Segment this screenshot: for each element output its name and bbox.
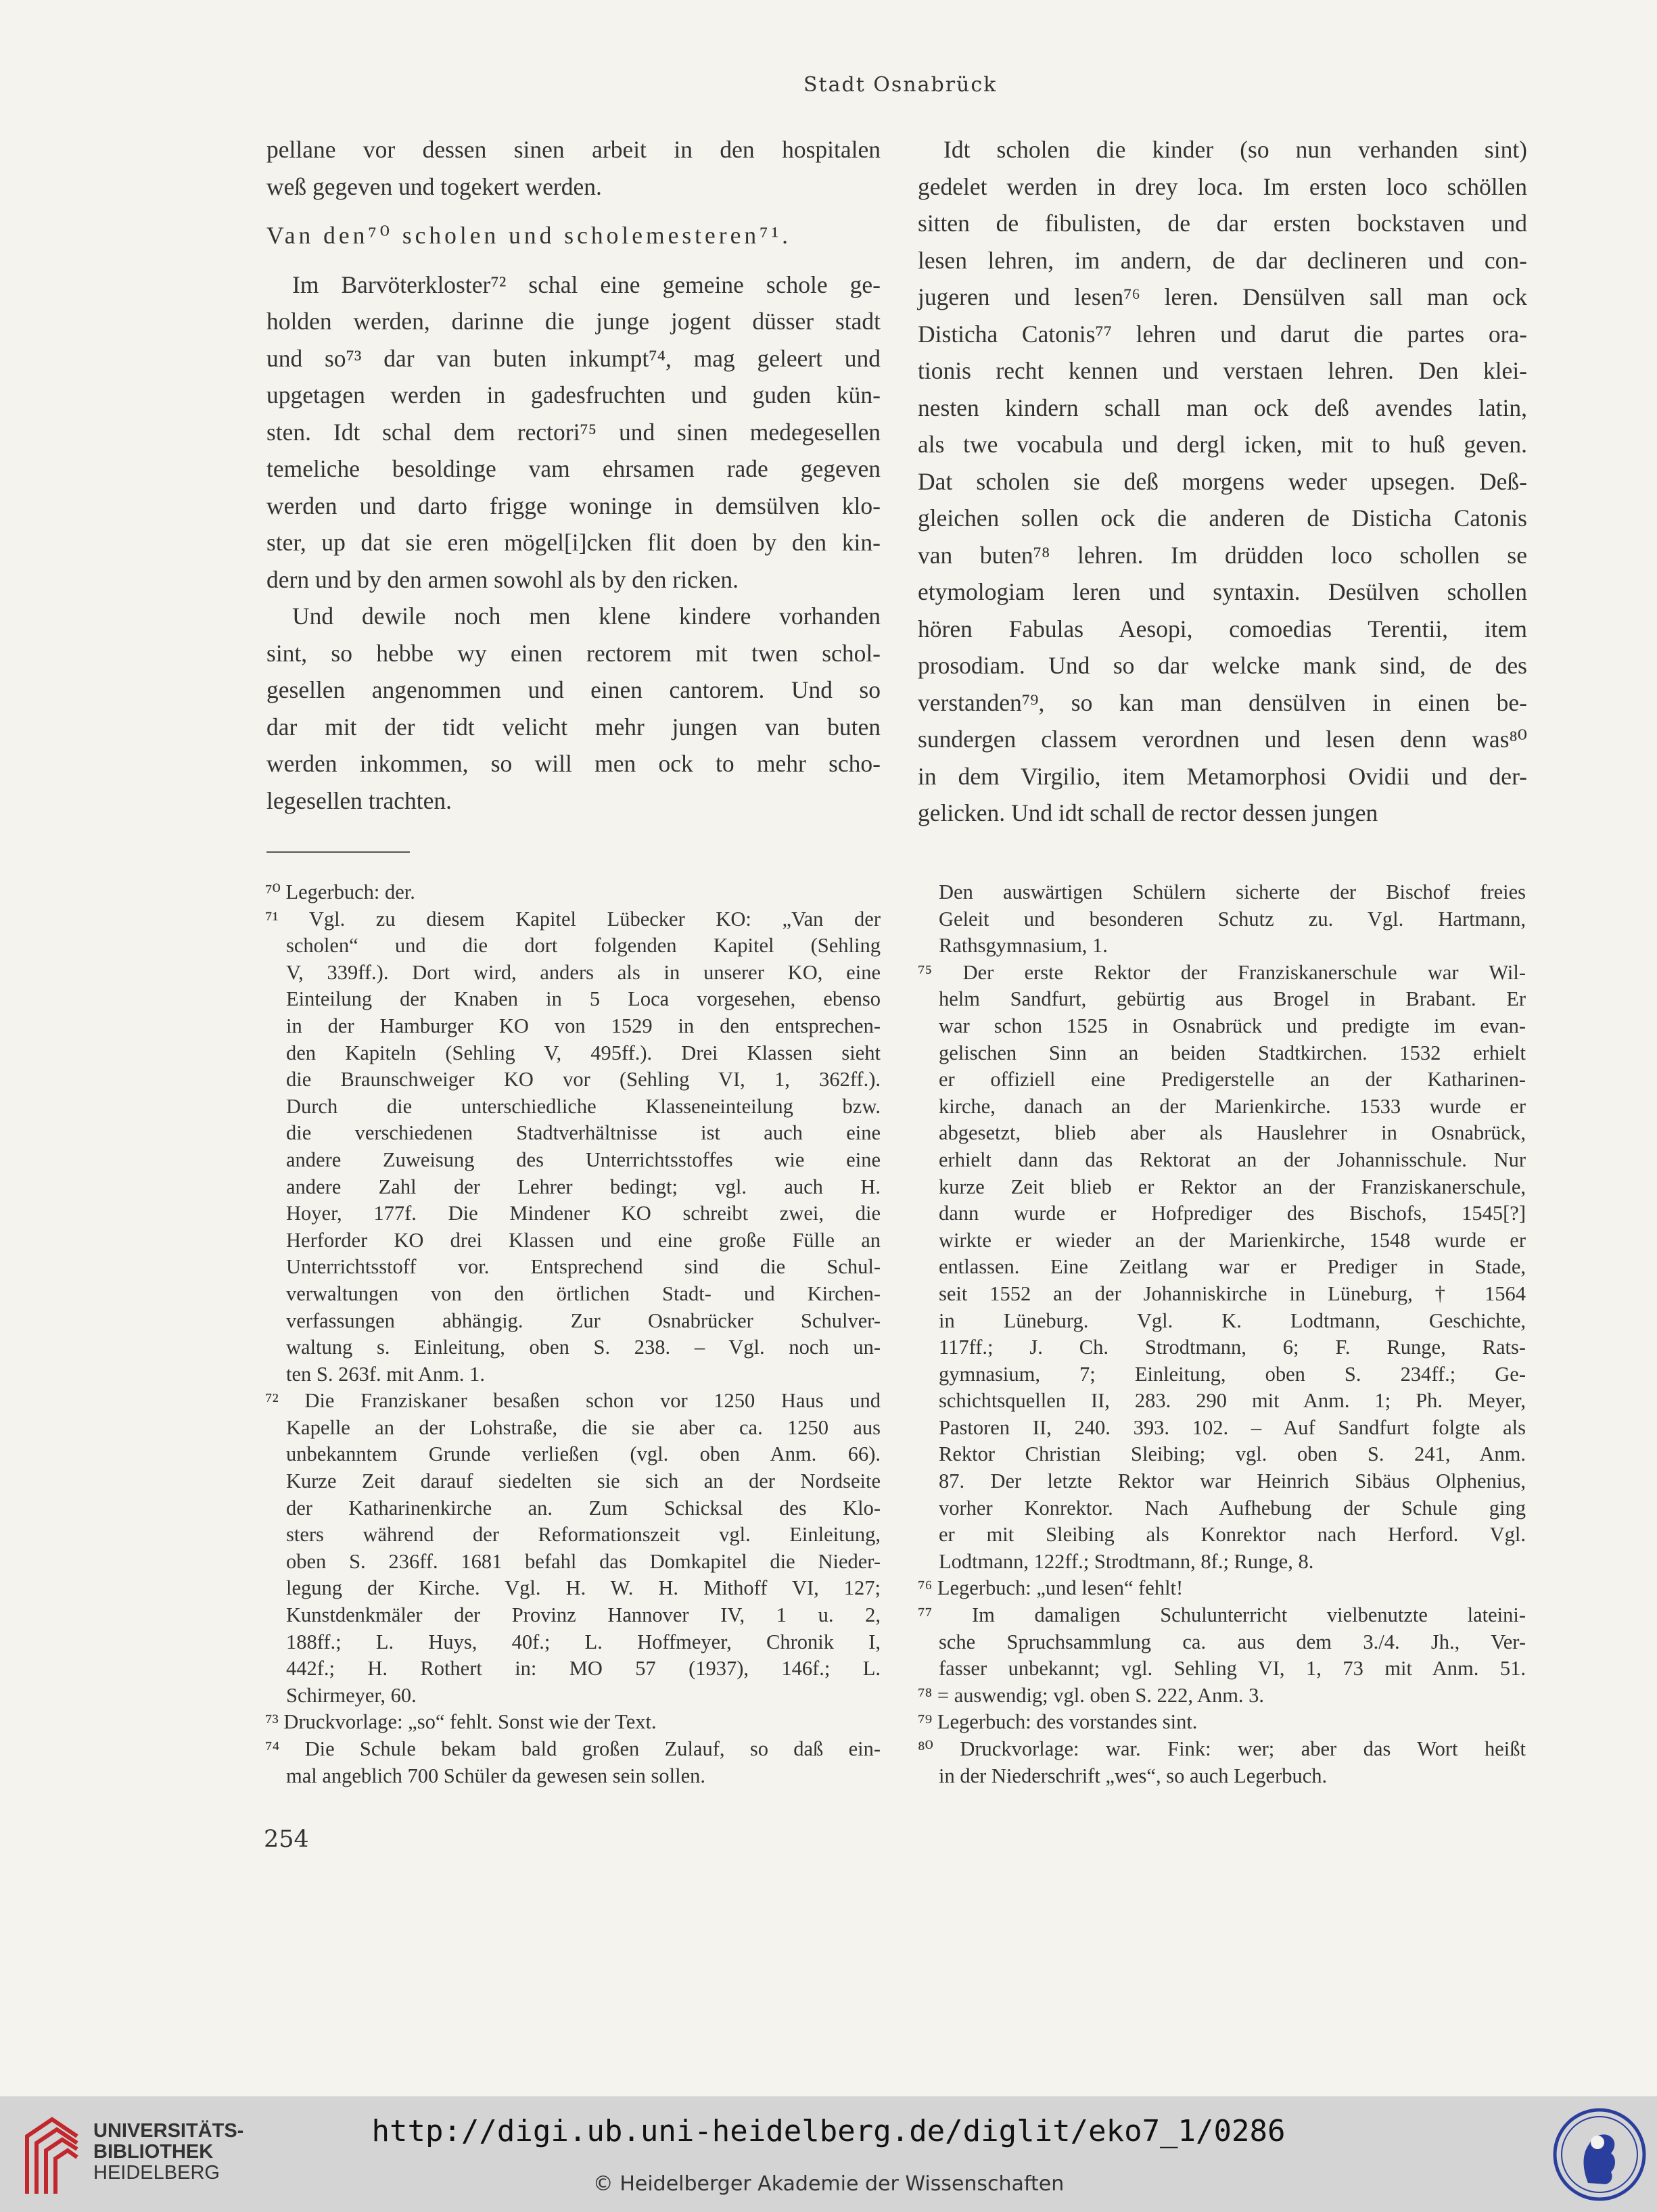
footnote-line: er mit Sleibing als Konrektor nach Herford. Vgl. [939,1523,1526,1547]
footnote-line: 87. Der letzte Rektor war Heinrich Sibäus Olphenius, [939,1469,1526,1493]
footnote-line: Unterrichtsstoff vor. Entsprechend sind die Schul- [286,1255,881,1279]
text-line: als twe vocabula und dergl icken, mit to huß geven. [918,431,1527,458]
text-line: und so⁷³ dar van buten inkumpt⁷⁴, mag geleert und [266,344,881,372]
footnote-line: ⁷⁴ Die Schule bekam bald großen Zulauf, so daß ein- [265,1737,881,1760]
footnotes-right-column [918,879,1526,1789]
text-line: weß gegeven und togekert werden. [266,172,602,200]
text-line: dern und by den armen sowohl als by den ricken. [266,565,739,593]
text-line: Dat scholen sie deß morgens weder upsegen. Deß- [918,467,1527,495]
footnote-line: wirkte er wieder an der Marienkirche, 1548 wurde er [939,1228,1526,1252]
footnote-line: oben S. 236ff. 1681 befahl das Domkapitel die Nieder- [286,1549,881,1573]
text-line: holden werden, darinne die junge jogent düsser stadt [266,308,881,335]
text-line: Disticha Catonis⁷⁷ lehren und darut die partes ora- [918,320,1527,348]
footnote-line: Kapelle an der Lohstraße, die sie aber ca. 1250 aus [286,1415,881,1439]
text-line: etymologiam leren und syntaxin. Desülven schollen [918,578,1527,605]
footnote-line: in der Hamburger KO von 1529 in den entsprechen- [286,1014,881,1037]
text-line: van buten⁷⁸ lehren. Im drüdden loco schollen se [918,541,1527,569]
footnote-line: verwaltungen von den örtlichen Stadt- und Kirchen- [286,1281,881,1305]
footnote-line: andere Zahl der Lehrer bedingt; vgl. auch H. [286,1175,881,1198]
footnote-line: Pastoren II, 240. 393. 102. – Auf Sandfurt folgte als [939,1415,1526,1439]
text-line: jugeren und lesen⁷⁶ leren. Densülven sall man ock [918,283,1527,310]
footnote-line: ⁸⁰ Druckvorlage: war. Fink: wer; aber das Wort heißt [918,1737,1526,1760]
text-line: gesellen angenommen und einen cantorem. Und so [266,676,881,703]
text-line: Und dewile noch men klene kindere vorhanden [292,603,881,630]
footnote-line: kirche, danach an der Marienkirche. 1533 wurde er [939,1094,1526,1118]
footnote-line: ⁷⁶ Legerbuch: „und lesen“ fehlt! [918,1576,1184,1600]
footnote-line: er offiziell eine Predigerstelle an der Katharinen- [939,1068,1526,1091]
text-line: sitten de fibulisten, de dar ersten bockstaven und [918,210,1527,237]
text-line: gleichen sollen ock die anderen de Disticha Catonis [918,504,1527,532]
footnote-line: Durch die unterschiedliche Klasseneinteilung bzw. [286,1094,881,1118]
footnote-line: ⁷⁵ Der erste Rektor der Franziskanerschule war Wil- [918,960,1526,984]
text-line: sundergen classem verordnen und lesen denn was⁸⁰ [918,726,1527,753]
right-text-column [918,131,1527,832]
footnote-line: unbekanntem Grunde verließen (vgl. oben Anm. 66). [286,1442,881,1466]
footnote-line: war schon 1525 in Osnabrück und predigte im evan- [939,1014,1526,1037]
footnote-line: ⁷⁸ = auswendig; vgl. oben S. 222, Anm. 3. [918,1683,1265,1707]
paragraph-gap [266,254,881,266]
text-line: ster, up dat sie eren mögel[i]cken flit doen by den kin- [266,529,881,556]
footnote-line: Kunstdenkmäler der Provinz Hannover IV, 1 u. 2, [286,1603,881,1627]
copyright-notice: © Heidelberger Akademie der Wissenschaften [592,2172,1065,2196]
text-line: werden und darto frigge woninge in demsülven klo- [266,492,881,519]
library-name-line: HEIDELBERG [93,2162,220,2184]
library-name-line: UNIVERSITÄTS- [93,2120,244,2142]
footnote-line: 188ff.; L. Huys, 40f.; L. Hoffmeyer, Chronik I, [286,1630,881,1653]
footnote-line: Rathsgymnasium, 1. [939,934,1108,958]
footnotes-left-column [265,879,881,1789]
footnote-line: vorher Konrektor. Nach Aufhebung der Schule ging [939,1496,1526,1520]
text-line: sint, so hebbe wy einen rectorem mit twen schol- [266,639,881,667]
footnote-line: helm Sandfurt, gebürtig aus Brogel in Brabant. Er [939,987,1526,1011]
paragraph-gap [266,205,881,217]
text-line: gelicken. Und idt schall de rector dessen jungen [918,799,1378,826]
text-line: dar mit der tidt velicht mehr jungen van buten [266,713,881,740]
text-line: legesellen trachten. [266,786,452,814]
page-number: 254 [264,1826,309,1853]
footnote-line: Kurze Zeit darauf siedelten sie sich an der Nordseite [286,1469,881,1493]
text-line: prosodiam. Und so dar welcke mank sind, de des [918,652,1527,679]
footnote-line: gelischen Sinn an beiden Stadtkirchen. 1532 erhielt [939,1041,1526,1064]
footnote-line: schichtsquellen II, 283. 290 mit Anm. 1; Ph. Meyer, [939,1389,1526,1413]
footnote-line: Lodtmann, 122ff.; Strodtmann, 8f.; Runge, 8. [939,1549,1314,1573]
footnote-line: sche Spruchsammlung ca. aus dem 3./4. Jh., Ver- [939,1630,1526,1653]
footnote-line: legung der Kirche. Vgl. H. W. H. Mithoff VI, 127; [286,1576,881,1600]
library-name-line: BIBLIOTHEK [93,2141,214,2163]
footnote-line: V, 339ff.). Dort wird, anders als in unserer KO, eine [286,960,881,984]
academy-seal-icon [1549,2102,1650,2210]
footnote-line: Geleit und besonderen Schutz zu. Vgl. Hartmann, [939,907,1526,931]
left-text-column [266,131,881,819]
text-line: nesten kindern schall man ock deß avendes latin, [918,394,1527,421]
footnote-line: erhielt dann das Rektorat an der Johannisschule. Nur [939,1148,1526,1171]
footnote-line: gymnasium, 7; Einleitung, oben S. 234ff.; Ge- [939,1362,1526,1386]
footnote-line: ⁷¹ Vgl. zu diesem Kapitel Lübecker KO: „Van der [265,907,881,931]
footnote-line: in Lüneburg. Vgl. K. Lodtmann, Geschichte, [939,1309,1526,1332]
footnote-line: Einteilung der Knaben in 5 Loca vorgesehen, ebenso [286,987,881,1011]
footnote-line: kurze Zeit blieb er Rektor an der Franziskanerschule, [939,1175,1526,1198]
footnote-line: verfassungen abhängig. Zur Osnabrücker Schulver- [286,1309,881,1332]
footnote-line: ten S. 263f. mit Anm. 1. [286,1362,485,1386]
footnote-line: abgesetzt, blieb aber als Hauslehrer in Osnabrück, [939,1121,1526,1145]
footnote-line: den Kapiteln (Sehling V, 495ff.). Drei Klassen sieht [286,1041,881,1064]
running-header: Stadt Osnabrück [803,73,998,97]
footnote-line: scholen“ und die dort folgenden Kapitel (Sehling [286,934,881,958]
text-line: tionis recht kennen und verstaen lehren. Den klei- [918,357,1527,384]
footnote-line: dann wurde er Hofprediger des Bischofs, 1545[?] [939,1202,1526,1225]
text-line: werden inkommen, so will men ock to mehr scho- [266,750,881,777]
footnote-line: andere Zuweisung des Unterrichtsstoffes wie eine [286,1148,881,1171]
footnote-line: sters während der Reformationszeit vgl. Einleitung, [286,1523,881,1547]
text-line: sten. Idt schal dem rectori⁷⁵ und sinen medegesellen [266,418,881,446]
text-line: verstanden⁷⁹, so kan man densülven in einen be- [918,688,1527,716]
footnote-line: ⁷⁰ Legerbuch: der. [265,880,415,903]
footnote-line: seit 1552 an der Johanniskirche in Lüneburg, † 1564 [939,1281,1526,1305]
footnote-line: entlassen. Eine Zeitlang war er Prediger in Stade, [939,1255,1526,1279]
text-line: upgetagen werden in gadesfruchten und guden kün- [266,381,881,408]
text-line: Im Barvöterkloster⁷² schal eine gemeine schole ge- [292,270,881,298]
text-line: Idt scholen die kinder (so nun verhanden sint) [943,136,1527,163]
footnote-line: mal angeblich 700 Schüler da gewesen sein sollen. [286,1764,705,1787]
text-line: gedelet werden in drey loca. Im ersten loco schöllen [918,172,1527,200]
footer-bar [0,2096,1657,2212]
footnote-line: ⁷³ Druckvorlage: „so“ fehlt. Sonst wie der Text. [265,1710,657,1734]
footnote-line: 117ff.; J. Ch. Strodtmann, 6; F. Runge, Rats- [939,1336,1526,1359]
footnote-line: Schirmeyer, 60. [286,1683,417,1707]
footnote-line: Rektor Christian Sleibing; vgl. oben S. 241, Anm. [939,1442,1526,1466]
footnote-line: fasser unbekannt; vgl. Sehling VI, 1, 73 mit Anm. 51. [939,1657,1526,1680]
footnote-line: ⁷² Die Franziskaner besaßen schon vor 1250 Haus und [265,1389,881,1413]
text-line: pellane vor dessen sinen arbeit in den hospitalen [266,136,881,163]
footnote-line: die Braunschweiger KO vor (Sehling VI, 1, 362ff.). [286,1068,881,1091]
footnote-line: 442f.; H. Rothert in: MO 57 (1937), 146f.; L. [286,1657,881,1680]
text-line: Van den⁷⁰ scholen und scholemesteren⁷¹. [266,222,791,249]
permalink-url[interactable]: http://digi.ub.uni-heidelberg.de/diglit/eko7_1/0286 [371,2114,1286,2148]
text-line: in dem Virgilio, item Metamorphosi Ovidii und der- [918,762,1527,790]
footnote-line: waltung s. Einleitung, oben S. 238. – Vgl. noch un- [286,1336,881,1359]
footnote-line: Herforder KO drei Klassen und eine große Fülle an [286,1228,881,1252]
text-line: lesen lehren, im andern, de dar declineren und con- [918,246,1527,274]
footnote-line: die verschiedenen Stadtverhältnisse ist auch eine [286,1121,881,1145]
footnote-line: der Katharinenkirche an. Zum Schicksal des Klo- [286,1496,881,1520]
footnote-line: in der Niederschrift „wes“, so auch Legerbuch. [939,1764,1328,1787]
footnote-line: ⁷⁹ Legerbuch: des vorstandes sint. [918,1710,1198,1734]
footnote-line: ⁷⁷ Im damaligen Schulunterricht vielbenutzte lateini- [918,1603,1526,1627]
text-line: hören Fabulas Aesopi, comoedias Terentii, item [918,615,1527,642]
footnote-line: Hoyer, 177f. Die Mindener KO schreibt zwei, die [286,1202,881,1225]
text-line: temeliche besoldinge vam ehrsamen rade gegeven [266,455,881,482]
footnote-line: Den auswärtigen Schülern sicherte der Bischof freies [939,880,1526,903]
footnote-separator [266,851,410,853]
